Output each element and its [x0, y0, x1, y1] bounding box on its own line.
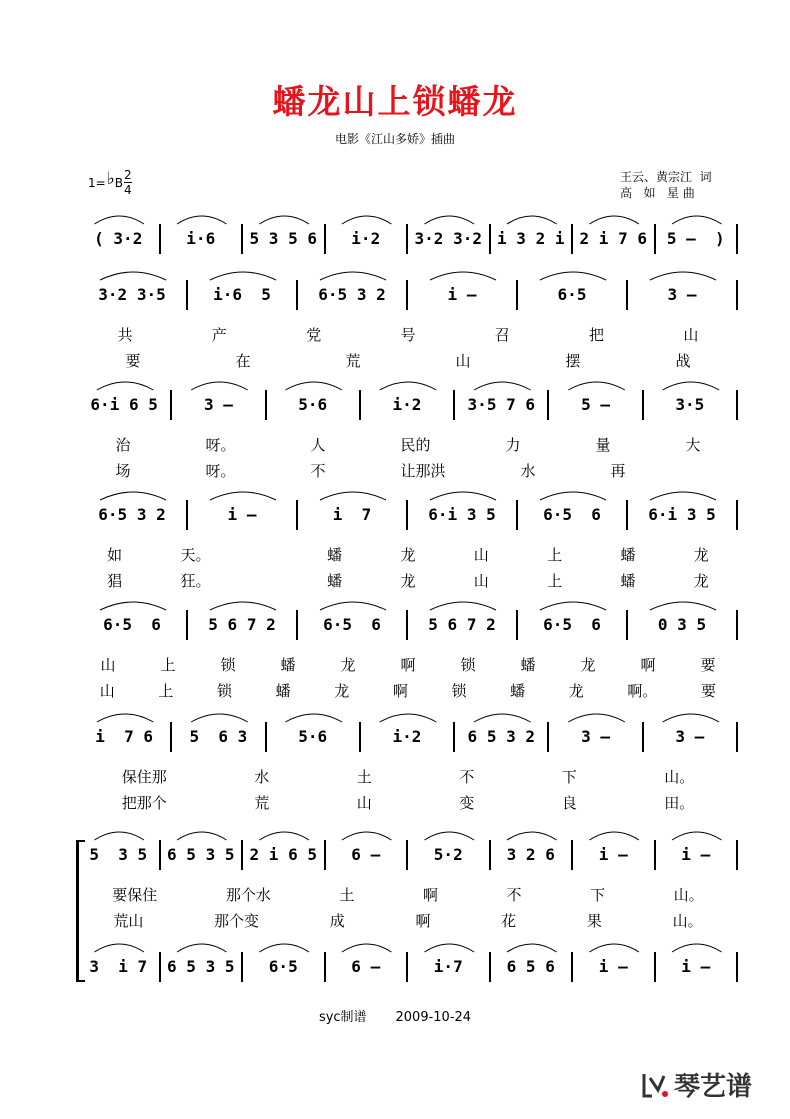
- key-note: B: [114, 175, 123, 190]
- measure: 3 i 7: [78, 952, 161, 982]
- slur-arc: [320, 492, 386, 500]
- lyric-word: 治: [115, 436, 131, 454]
- slur-marks: [78, 370, 738, 392]
- measure: 3·5: [644, 390, 738, 420]
- lyric-word: 蟠: [620, 546, 636, 564]
- lyric-word: 变: [459, 794, 475, 812]
- lyric-word: 龙: [340, 656, 356, 674]
- lyric-word: 要保住: [112, 886, 158, 904]
- lyric-word: 上: [547, 546, 563, 564]
- measure: 5 3 5 6: [243, 224, 326, 254]
- slur-arc: [650, 602, 716, 610]
- lyric-word: 号: [400, 326, 416, 344]
- slur-arc: [210, 492, 276, 500]
- notes-line: [78, 390, 738, 420]
- measure: 5 – ): [656, 224, 739, 254]
- time-numerator: 2: [123, 168, 132, 182]
- slur-arc: [95, 832, 145, 840]
- measure: i 7 6: [78, 722, 172, 752]
- notes-line: [78, 722, 738, 752]
- lyric-word: 龙: [568, 682, 584, 700]
- measure: 6·5: [518, 280, 628, 310]
- lyric-word: 啊: [392, 682, 408, 700]
- lyric-word: 土: [339, 886, 355, 904]
- time-signature: [124, 168, 132, 197]
- lyric-word: 战: [675, 352, 691, 370]
- lyric-word: 山: [473, 546, 489, 564]
- slur-arc: [425, 216, 475, 224]
- lyric-word: 蟠: [510, 682, 526, 700]
- slur-marks: [78, 590, 738, 612]
- lyric-word: 荒: [345, 352, 361, 370]
- measure: 6·5: [243, 952, 326, 982]
- date-stamp: 2009-10-24: [395, 1010, 472, 1025]
- slur-arc: [540, 492, 606, 500]
- part-bracket: [76, 840, 85, 982]
- lyric-word: 龙: [693, 572, 709, 590]
- slur-arc: [540, 272, 606, 280]
- lyric-word: 龙: [580, 656, 596, 674]
- measure: 6·i 6 5: [78, 390, 172, 420]
- lyric-word: 如: [107, 546, 123, 564]
- lyric-line: [78, 792, 738, 814]
- lyric-word: 蟠: [327, 546, 343, 564]
- slur-arc: [100, 272, 166, 280]
- slur-arc: [320, 602, 386, 610]
- lyric-word: 锁: [220, 656, 236, 674]
- measure: 6·5 6: [518, 610, 628, 640]
- lyric-word: 保住那: [121, 768, 167, 786]
- slur-arc: [507, 944, 557, 952]
- measure: 5·6: [267, 390, 361, 420]
- measure: 0 3 5: [628, 610, 738, 640]
- measure: i·6 5: [188, 280, 298, 310]
- lyric-word: 锁: [217, 682, 233, 700]
- lyric-word: 要: [125, 352, 141, 370]
- lyric-word: 果: [586, 912, 602, 930]
- lyric-word: 龙: [693, 546, 709, 564]
- measure: 6 5 3 5: [161, 952, 244, 982]
- lyric-word: 锁: [451, 682, 467, 700]
- slur-marks: [78, 702, 738, 724]
- lyric-word: 水: [520, 462, 536, 480]
- slur-arc: [672, 832, 722, 840]
- notes-line: [78, 840, 738, 870]
- slur-arc: [342, 944, 392, 952]
- notes-line: [78, 952, 738, 982]
- flat-sign: ♭: [106, 168, 115, 189]
- lyric-word: 不: [459, 768, 475, 786]
- measure: i –: [656, 840, 739, 870]
- lyric-word: 把: [589, 326, 605, 344]
- key-prefix: 1=: [88, 175, 106, 190]
- slur-arc: [191, 382, 248, 390]
- lyric-line: [78, 324, 738, 346]
- notes-line: [78, 224, 738, 254]
- measure: 6·5 3 2: [298, 280, 408, 310]
- slur-arc: [507, 216, 557, 224]
- lyric-word: 蟠: [520, 656, 536, 674]
- slur-arc: [177, 832, 227, 840]
- slur-arc: [342, 216, 392, 224]
- lyric-line: [78, 766, 738, 788]
- slur-arc: [663, 382, 720, 390]
- lyric-word: 蟠: [620, 572, 636, 590]
- page-title: 蟠龙山上锁蟠龙: [272, 82, 518, 121]
- lyric-line: [78, 884, 738, 906]
- lyric-word: 把那个: [121, 794, 167, 812]
- lyric-word: 啊: [422, 886, 438, 904]
- lyric-word: 量: [595, 436, 611, 454]
- measure: 3 –: [549, 722, 643, 752]
- measure: 6 5 3 5: [161, 840, 244, 870]
- time-denominator: 4: [123, 183, 132, 197]
- subtitle: 电影《江山多娇》插曲: [334, 132, 455, 146]
- measure: i·2: [326, 224, 409, 254]
- slur-arc: [320, 272, 386, 280]
- slur-marks: [78, 820, 738, 842]
- lyric-word: 上: [158, 682, 174, 700]
- site-logo: [640, 1066, 752, 1103]
- slur-marks: [78, 480, 738, 502]
- slur-arc: [210, 272, 276, 280]
- slur-arc: [177, 216, 227, 224]
- measure: 6·5 6: [518, 500, 628, 530]
- measure: i –: [573, 952, 656, 982]
- slur-arc: [590, 216, 640, 224]
- slur-arc: [97, 382, 154, 390]
- slur-arc: [260, 216, 310, 224]
- lyric-word: 再: [610, 462, 626, 480]
- slur-marks: [78, 260, 738, 282]
- lyric-word: 啊: [415, 912, 431, 930]
- lyric-word: 不: [310, 462, 326, 480]
- lyric-line: [78, 350, 738, 372]
- lyric-word: 啊: [640, 656, 656, 674]
- lyric-word: 共: [117, 326, 133, 344]
- lyric-word: 产: [211, 326, 227, 344]
- slur-arc: [590, 832, 640, 840]
- measure: i·7: [408, 952, 491, 982]
- measure: 3 –: [628, 280, 738, 310]
- lyric-word: 水: [254, 768, 270, 786]
- slur-arc: [672, 944, 722, 952]
- slur-arc: [425, 944, 475, 952]
- slur-arc: [191, 714, 248, 722]
- logo-icon: [640, 1070, 670, 1100]
- lyric-word: 天。: [180, 546, 211, 564]
- slur-arc: [380, 714, 437, 722]
- lyric-word: 良: [561, 794, 577, 812]
- lyric-line: [78, 570, 738, 592]
- lyric-word: 蟠: [275, 682, 291, 700]
- measure: i –: [656, 952, 739, 982]
- measure: 2 i 6 5: [243, 840, 326, 870]
- lyric-word: 召: [494, 326, 510, 344]
- key-signature: [88, 168, 132, 197]
- slur-arc: [95, 216, 145, 224]
- notes-line: [78, 280, 738, 310]
- slur-arc: [342, 832, 392, 840]
- composer-credit: 高 如 星 曲: [620, 186, 695, 200]
- lyric-line: [78, 910, 738, 932]
- footer: [0, 1006, 790, 1025]
- slur-arc: [672, 216, 722, 224]
- measure: 3·2 3·2: [408, 224, 491, 254]
- measure: 6·5 6: [78, 610, 188, 640]
- measure: ( 3·2: [78, 224, 161, 254]
- slur-arc: [507, 832, 557, 840]
- measure: 3 2 6: [491, 840, 574, 870]
- slur-arc: [540, 602, 606, 610]
- slur-marks: [78, 204, 738, 226]
- lyric-word: 蟠: [327, 572, 343, 590]
- lyric-word: 成: [329, 912, 345, 930]
- measure: 5 6 7 2: [408, 610, 518, 640]
- slur-arc: [285, 714, 342, 722]
- measure: 5·2: [408, 840, 491, 870]
- slur-arc: [430, 602, 496, 610]
- measure: 5 3 5: [78, 840, 161, 870]
- slur-arc: [177, 944, 227, 952]
- lyric-word: 土: [356, 768, 372, 786]
- measure: i·6: [161, 224, 244, 254]
- slur-arc: [97, 714, 154, 722]
- measure: 5 6 7 2: [188, 610, 298, 640]
- slur-arc: [260, 944, 310, 952]
- slur-marks: [78, 932, 738, 954]
- measure: 6 –: [326, 952, 409, 982]
- lyric-word: 蟠: [280, 656, 296, 674]
- lyric-word: 上: [547, 572, 563, 590]
- measure: 6 –: [326, 840, 409, 870]
- lyric-line: [78, 654, 738, 676]
- lyric-word: 那个水: [225, 886, 271, 904]
- lyric-line: [78, 680, 738, 702]
- slur-arc: [95, 944, 145, 952]
- lyric-word: 山。: [664, 768, 695, 786]
- lyric-word: 龙: [400, 572, 416, 590]
- measure: 6 5 6: [491, 952, 574, 982]
- measure: 6 5 3 2: [455, 722, 549, 752]
- measure: 3 –: [172, 390, 266, 420]
- lyric-word: 下: [590, 886, 606, 904]
- measure: 6·i 3 5: [628, 500, 738, 530]
- notes-line: [78, 500, 738, 530]
- lyric-word: 大: [685, 436, 701, 454]
- lyric-word: 场: [115, 462, 131, 480]
- lyric-word: 不: [506, 886, 522, 904]
- lyric-word: 龙: [334, 682, 350, 700]
- slur-arc: [650, 492, 716, 500]
- slur-arc: [380, 382, 437, 390]
- arranger-credit: syc制谱: [318, 1010, 367, 1025]
- notes-line: [78, 610, 738, 640]
- lyric-word: 山: [100, 656, 116, 674]
- measure: i·2: [361, 722, 455, 752]
- lyric-word: 在: [235, 352, 251, 370]
- lyric-word: 要: [700, 656, 716, 674]
- slur-arc: [474, 714, 531, 722]
- lyric-word: 啊。: [627, 682, 658, 700]
- lyric-word: 啊: [400, 656, 416, 674]
- measure: 5 –: [549, 390, 643, 420]
- lyric-line: [78, 544, 738, 566]
- measure: i –: [573, 840, 656, 870]
- lyric-word: 下: [561, 768, 577, 786]
- lyric-word: 龙: [400, 546, 416, 564]
- lyric-word: 狂。: [180, 572, 211, 590]
- lyric-word: 荒: [254, 794, 270, 812]
- lyric-word: 民的: [400, 436, 431, 454]
- lyric-word: 山: [683, 326, 699, 344]
- lyric-word: 要: [701, 682, 717, 700]
- lyric-word: 上: [160, 656, 176, 674]
- lyric-word: 山: [455, 352, 471, 370]
- measure: 6·5 6: [298, 610, 408, 640]
- slur-arc: [430, 272, 496, 280]
- lyric-word: 山。: [673, 886, 704, 904]
- measure: i·2: [361, 390, 455, 420]
- lyric-word: 山: [356, 794, 372, 812]
- lyric-word: 山。: [672, 912, 703, 930]
- measure: 3 –: [644, 722, 738, 752]
- measure: i 7: [298, 500, 408, 530]
- slur-arc: [568, 714, 625, 722]
- slur-arc: [210, 602, 276, 610]
- measure: 3·5 7 6: [455, 390, 549, 420]
- lyric-word: 呀。: [205, 436, 236, 454]
- measure: 5 6 3: [172, 722, 266, 752]
- measure: 6·5 3 2: [78, 500, 188, 530]
- lyric-word: 摆: [565, 352, 581, 370]
- lyric-word: 呀。: [205, 462, 236, 480]
- lyric-word: 那个变: [214, 912, 260, 930]
- lyric-word: 荒山: [113, 912, 144, 930]
- measure: i –: [188, 500, 298, 530]
- lyricist-credit: 王云、黄宗江 词: [620, 170, 712, 184]
- slur-arc: [650, 272, 716, 280]
- lyric-word: 让那洪: [400, 462, 446, 480]
- measure: 6·i 3 5: [408, 500, 518, 530]
- lyric-word: 锁: [460, 656, 476, 674]
- slur-arc: [568, 382, 625, 390]
- slur-arc: [285, 382, 342, 390]
- lyric-line: [78, 460, 738, 482]
- lyric-word: 人: [310, 436, 326, 454]
- logo-text: 琴艺谱: [674, 1072, 753, 1102]
- lyric-word: 党: [306, 326, 322, 344]
- measure: 5·6: [267, 722, 361, 752]
- measure: 3·2 3·5: [78, 280, 188, 310]
- lyric-word: 山: [99, 682, 115, 700]
- measure: 2 i 7 6: [573, 224, 656, 254]
- slur-arc: [260, 832, 310, 840]
- measure: i –: [408, 280, 518, 310]
- lyric-word: 猖: [107, 572, 123, 590]
- slur-arc: [430, 492, 496, 500]
- slur-arc: [663, 714, 720, 722]
- lyric-word: 田。: [664, 794, 695, 812]
- slur-arc: [425, 832, 475, 840]
- slur-arc: [474, 382, 531, 390]
- lyric-line: [78, 434, 738, 456]
- lyric-word: 山: [473, 572, 489, 590]
- measure: i 3 2 i: [491, 224, 574, 254]
- slur-arc: [100, 492, 166, 500]
- slur-arc: [590, 944, 640, 952]
- lyric-word: 力: [505, 436, 521, 454]
- lyric-word: 花: [501, 912, 517, 930]
- slur-arc: [100, 602, 166, 610]
